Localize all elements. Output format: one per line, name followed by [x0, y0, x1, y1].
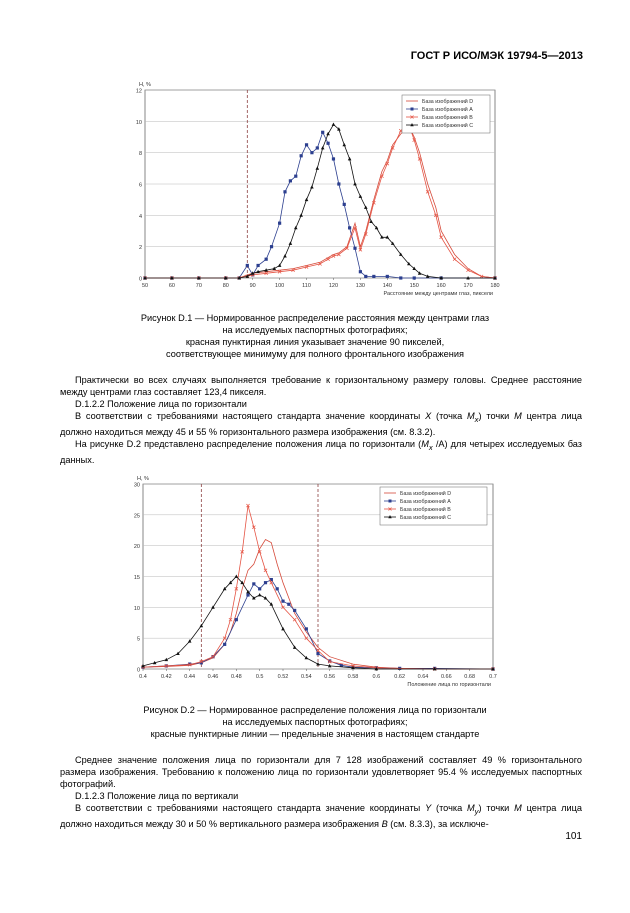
data-point: [258, 587, 261, 590]
figure-caption-1: [60, 312, 570, 360]
data-point: [294, 175, 297, 178]
x-tick-label: 0.68: [464, 674, 476, 680]
legend-label: База изображений А: [400, 499, 451, 505]
x-tick-label: 0.54: [300, 674, 312, 680]
x-tick-label: 160: [436, 283, 446, 289]
x-tick-label: 140: [382, 283, 392, 289]
y-tick-label: 0: [138, 276, 142, 283]
x-tick-label: 70: [195, 283, 202, 289]
legend-label: База изображений В: [422, 115, 473, 121]
legend-label: База изображений С: [422, 123, 474, 129]
legend-label: База изображений С: [400, 515, 452, 521]
data-point: [386, 275, 389, 278]
data-point: [281, 600, 284, 603]
data-point: [289, 179, 292, 182]
data-point: [264, 581, 267, 584]
caption-line: Рисунок D.2 — Нормированное распределение положения лица по горизонтали: [143, 705, 487, 715]
y-tick-label: 20: [133, 544, 140, 551]
x-tick-label: 0.42: [160, 674, 172, 680]
y-tick-label: 2: [138, 245, 142, 252]
x-tick-label: 0.46: [207, 674, 219, 680]
paragraph: На рисунке D.2 представлено распределение положения лица по горизонтали ($M_x$ /A) для четырех исследуемых баз данных.: [60, 438, 583, 465]
paragraph: В соответствии с требованиями настоящего стандарта значение координаты X (точка $M_x$) точки M центра лица должно находиться между 45 и 55 % горизонтального размера изображения (см. 8.3.2).: [60, 411, 582, 437]
x-axis-label: Расстояние между центрами глаз, пиксели: [383, 291, 493, 297]
legend-label: База изображений В: [400, 507, 451, 513]
x-tick-label: 180: [490, 283, 500, 289]
x-tick-label: 0.44: [184, 674, 196, 680]
eye-distance-chart: [110, 76, 510, 302]
data-point: [265, 258, 268, 261]
data-point: [326, 142, 329, 145]
data-point: [270, 245, 273, 248]
paragraph: В соответствии с требованиями настоящего стандарта значение координаты Y (точка $M_y$) точки M центра лица должно находиться между 30 и 50 % вертикального размера изображения B (см. 8.3.3), за исключе-: [60, 803, 582, 829]
x-tick-label: 0.52: [277, 674, 289, 680]
x-tick-label: 80: [222, 283, 229, 289]
y-tick-label: 12: [135, 88, 142, 95]
data-point: [321, 131, 324, 134]
data-point: [278, 222, 281, 225]
paragraph: Среднее значение положения лица по горизонтали для 7 128 изображений составляет 49 % горизонтального размера изображения. Требованию к положению лица по горизонтали удовлетворяет 95.4 % исследуемых паспортных фотографий.: [60, 755, 582, 789]
data-point: [413, 276, 416, 279]
caption-line: соответствующее минимуму для полного фронтального изображения: [166, 349, 464, 359]
caption-line: на исследуемых паспортных фотографиях;: [222, 325, 408, 335]
x-tick-label: 100: [275, 283, 285, 289]
y-tick-label: 10: [135, 119, 142, 126]
x-tick-label: 0.6: [372, 674, 381, 680]
body-text-2: [60, 754, 582, 830]
legend-label: База изображений D: [400, 491, 452, 497]
y-tick-label: 15: [133, 575, 140, 581]
x-tick-label: 90: [249, 283, 256, 289]
data-point: [399, 276, 402, 279]
data-point: [235, 618, 238, 621]
x-tick-label: 120: [328, 283, 339, 289]
data-point: [372, 275, 375, 278]
x-axis-label: Положение лица по горизонтали: [407, 682, 491, 688]
legend-marker: [389, 500, 392, 503]
y-tick-label: 5: [136, 636, 140, 643]
data-point: [300, 154, 303, 157]
data-point: [337, 182, 340, 185]
page-number: 101: [565, 831, 582, 842]
x-tick-label: 0.62: [394, 674, 406, 680]
x-tick-label: 110: [302, 283, 311, 289]
data-point: [293, 609, 296, 612]
data-point: [246, 593, 249, 596]
caption-line: красные пунктирные линии — предельные значения в настоящем стандарте: [150, 729, 480, 739]
data-point: [305, 143, 308, 146]
section-heading: D.1.2.3 Положение лица по вертикали: [75, 791, 239, 801]
y-tick-label: 0: [136, 667, 140, 674]
x-tick-label: 150: [409, 283, 419, 289]
y-tick-label: 8: [138, 151, 142, 158]
data-point: [283, 190, 286, 193]
x-tick-label: 0.64: [417, 674, 429, 680]
data-point: [316, 652, 319, 655]
x-tick-label: 60: [168, 283, 175, 289]
data-point: [316, 146, 319, 149]
data-point: [252, 582, 255, 585]
x-tick-label: 0.66: [440, 674, 452, 680]
y-tick-label: 25: [133, 513, 140, 520]
caption-line: Рисунок D.1 — Нормированное распределение расстояния между центрами глаз: [140, 313, 490, 323]
x-tick-label: 0.48: [230, 674, 242, 680]
data-point: [364, 275, 367, 278]
section-heading: D.1.2.2 Положение лица по горизонтали: [75, 399, 247, 409]
face-position-chart: [112, 473, 504, 693]
x-tick-label: 0.56: [324, 674, 336, 680]
x-tick-label: 0.7: [489, 674, 497, 680]
data-point: [223, 643, 226, 646]
y-tick-label: 30: [133, 482, 140, 489]
data-point: [256, 264, 259, 267]
legend-label: База изображений D: [422, 99, 474, 105]
y-axis-label: Н, %: [137, 476, 149, 482]
x-tick-label: 50: [141, 283, 149, 289]
data-point: [276, 587, 279, 590]
data-point: [359, 270, 362, 273]
legend-label: База изображений А: [422, 107, 473, 113]
y-tick-label: 10: [133, 605, 140, 612]
figure-caption-2: [60, 704, 570, 740]
data-point: [287, 603, 290, 606]
standard-header: ГОСТ Р ИСО/МЭК 19794-5—2013: [410, 50, 583, 62]
y-tick-label: 4: [138, 213, 142, 220]
data-point: [343, 203, 346, 206]
x-tick-label: 0.58: [347, 674, 359, 680]
x-tick-label: 0.5: [255, 674, 264, 680]
body-text-1: [60, 374, 582, 466]
legend-marker: [411, 108, 414, 111]
data-point: [332, 157, 335, 160]
y-axis-label: Н, %: [139, 82, 151, 88]
data-point: [353, 247, 356, 250]
x-tick-label: 170: [463, 283, 473, 289]
x-tick-label: 130: [355, 283, 365, 289]
caption-line: на исследуемых паспортных фотографиях;: [222, 717, 408, 727]
data-point: [305, 627, 308, 630]
data-point: [348, 226, 351, 229]
x-tick-label: 0.4: [139, 674, 147, 680]
y-tick-label: 6: [138, 182, 142, 189]
caption-line: красная пунктирная линия указывает значение 90 пикселей,: [185, 337, 445, 347]
data-point: [310, 151, 313, 154]
paragraph: Практически во всех случаях выполняется требование к горизонтальному размеру головы. Среднее расстояние между центрами глаз составляет 123,4 пикселя.: [60, 375, 582, 397]
data-point: [246, 264, 249, 267]
